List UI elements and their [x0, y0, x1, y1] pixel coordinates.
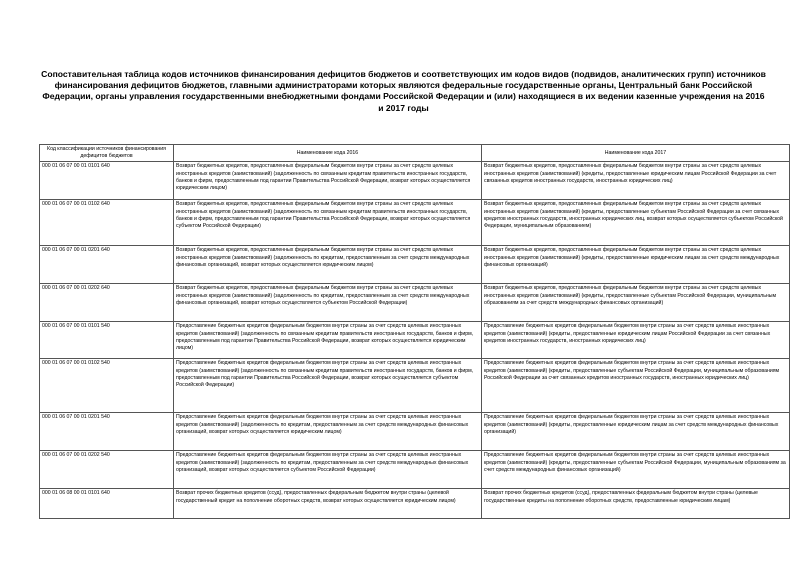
table-row — [40, 200, 790, 246]
cell-name-2017: Предоставление бюджетных кредитов федеральным бюджетом внутри страны за счет средств целевых иностранных кредитов (заимствований) (кредиты, предоставленные юридическим лицам Российской Федерации за счет связанных кредитов иностранных государств, иностранных юридических лиц) — [482, 322, 790, 359]
table-header-row — [40, 145, 790, 162]
cell-name-2016: Возврат бюджетных кредитов, предоставленных федеральным бюджетом внутри страны за счет средств целевых иностранных кредитов (заимствований) (задолженность по связанным кредитам правительств иностранных государств, банков и фирм, предоставленным под гарантии Правительства Российской Федерации, возврат которых осуществляется субъектом Российской Федерации) — [174, 200, 482, 246]
header-name-2016: Наименование кода 2016 — [174, 145, 482, 162]
cell-name-2017: Предоставление бюджетных кредитов федеральным бюджетом внутри страны за счет средств целевых иностранных кредитов (заимствований) (кредиты, предоставленные субъектам Российской Федерации, муниципальным образованиям за счет средств международных финансовых организаций) — [482, 451, 790, 489]
cell-code: 000 01 06 07 00 01 0201 540 — [40, 413, 174, 451]
cell-name-2017: Предоставление бюджетных кредитов федеральным бюджетом внутри страны за счет средств целевых иностранных кредитов (заимствований) (кредиты, предоставленные субъектам Российской Федерации, муниципальным образованиям Российской Федерации за счет связанных кредитов иностранных государств, иностранных юридических лиц) — [482, 359, 790, 413]
cell-code: 000 01 06 07 00 01 0102 540 — [40, 359, 174, 413]
table-row — [40, 451, 790, 489]
cell-name-2016: Предоставление бюджетных кредитов федеральным бюджетом внутри страны за счет средств целевых иностранных кредитов (заимствований) (задолженность по связанным кредитам правительств иностранных государств, банков и фирм, предоставленным под гарантии Правительства Российской Федерации, возврат которых осуществляется субъектом Российской Федерации) — [174, 359, 482, 413]
cell-name-2016: Возврат бюджетных кредитов, предоставленных федеральным бюджетом внутри страны за счет средств целевых иностранных кредитов (заимствований) (задолженность по кредитам, предоставленным за счет средств международных финансовых организаций, возврат которых осуществляется юридическим лицом) — [174, 246, 482, 284]
cell-code: 000 01 06 08 00 01 0101 640 — [40, 489, 174, 519]
cell-name-2016: Возврат прочих бюджетных кредитов (ссуд), предоставленных федеральным бюджетом внутри страны (целевой государственный кредит на пополнение оборотных средств, возврат которых осуществляется юридическим лицом) — [174, 489, 482, 519]
cell-name-2016: Возврат бюджетных кредитов, предоставленных федеральным бюджетом внутри страны за счет средств целевых иностранных кредитов (заимствований) (задолженность по кредитам, предоставленным за счет средств международных финансовых организаций, возврат которых осуществляется субъектом Российской Федерации) — [174, 284, 482, 322]
cell-code: 000 01 06 07 00 01 0202 540 — [40, 451, 174, 489]
document-title: Сопоставительная таблица кодов источников финансирования дефицитов бюджетов и соответствующих им кодов видов (подвидов, аналитических групп) источников финансирования дефицитов бюджетов, главными администраторами которых являются федеральные государственные органы, Центральный банк Российской Федерации, органы управления государственными внебюджетными фондами Российской Федерации и (или) находящиеся в их ведении казенные учреждения на 2016 и 2017 годы — [41, 69, 766, 113]
cell-code: 000 01 06 07 00 01 0101 540 — [40, 322, 174, 359]
table-row — [40, 162, 790, 200]
cell-name-2017: Предоставление бюджетных кредитов федеральным бюджетом внутри страны за счет средств целевых иностранных кредитов (заимствований) (кредиты, предоставленные юридическим лицам за счет средств международных финансовых организаций) — [482, 413, 790, 451]
cell-name-2017: Возврат бюджетных кредитов, предоставленных федеральным бюджетом внутри страны за счет средств целевых иностранных кредитов (заимствований) (кредиты, предоставленные юридическим лицам Российской Федерации за счет связанных кредитов иностранных государств, иностранных юридических лиц) — [482, 162, 790, 200]
cell-name-2016: Возврат бюджетных кредитов, предоставленных федеральным бюджетом внутри страны за счет средств целевых иностранных кредитов (заимствований) (задолженность по связанным кредитам правительств иностранных государств, банков и фирм, предоставленным под гарантии Правительства Российской Федерации, возврат которых осуществляется юридическим лицом) — [174, 162, 482, 200]
table-row — [40, 359, 790, 413]
cell-name-2016: Предоставление бюджетных кредитов федеральным бюджетом внутри страны за счет средств целевых иностранных кредитов (заимствований) (задолженность по кредитам, предоставленным за счет средств международных финансовых организаций, возврат которых осуществляется юридическим лицом) — [174, 413, 482, 451]
table-row — [40, 413, 790, 451]
table-row — [40, 322, 790, 359]
code-comparison-table — [39, 144, 790, 519]
cell-name-2017: Возврат прочих бюджетных кредитов (ссуд), предоставленных федеральным бюджетом внутри страны (целевые государственные кредиты на пополнение оборотных средств, предоставленные юридическим лицам) — [482, 489, 790, 519]
table-row — [40, 489, 790, 519]
cell-name-2016: Предоставление бюджетных кредитов федеральным бюджетом внутри страны за счет средств целевых иностранных кредитов (заимствований) (задолженность по кредитам, предоставленным за счет средств международных финансовых организаций, возврат которых осуществляется субъектом Российской Федерации) — [174, 451, 482, 489]
cell-code: 000 01 06 07 00 01 0202 640 — [40, 284, 174, 322]
cell-name-2016: Предоставление бюджетных кредитов федеральным бюджетом внутри страны за счет средств целевых иностранных кредитов (заимствований) (задолженность по связанным кредитам правительств иностранных государств, банков и фирм, предоставленным под гарантии Правительства Российской Федерации, возврат которых осуществляется юридическим лицом) — [174, 322, 482, 359]
table-row — [40, 246, 790, 284]
cell-code: 000 01 06 07 00 01 0102 640 — [40, 200, 174, 246]
cell-code: 000 01 06 07 00 01 0101 640 — [40, 162, 174, 200]
table-row — [40, 284, 790, 322]
header-code: Код классификации источников финансирования дефицитов бюджетов — [40, 145, 174, 162]
cell-name-2017: Возврат бюджетных кредитов, предоставленных федеральным бюджетом внутри страны за счет средств целевых иностранных кредитов (заимствований) (кредиты, предоставленные субъектам Российской Федерации, муниципальным образованиям за счет средств международных финансовых организаций) — [482, 284, 790, 322]
cell-code: 000 01 06 07 00 01 0201 640 — [40, 246, 174, 284]
cell-name-2017: Возврат бюджетных кредитов, предоставленных федеральным бюджетом внутри страны за счет средств целевых иностранных кредитов (заимствований) (кредиты, предоставленные субъектам Российской Федерации за счет связанных кредитов иностранных государств, иностранных юридических лиц, возврат которых осуществляется субъектом Российской Федерации, муниципальным образованием) — [482, 200, 790, 246]
cell-name-2017: Возврат бюджетных кредитов, предоставленных федеральным бюджетом внутри страны за счет средств целевых иностранных кредитов (заимствований) (кредиты, предоставленные юридическим лицам за счет средств международных финансовых организаций) — [482, 246, 790, 284]
header-name-2017: Наименование кода 2017 — [482, 145, 790, 162]
